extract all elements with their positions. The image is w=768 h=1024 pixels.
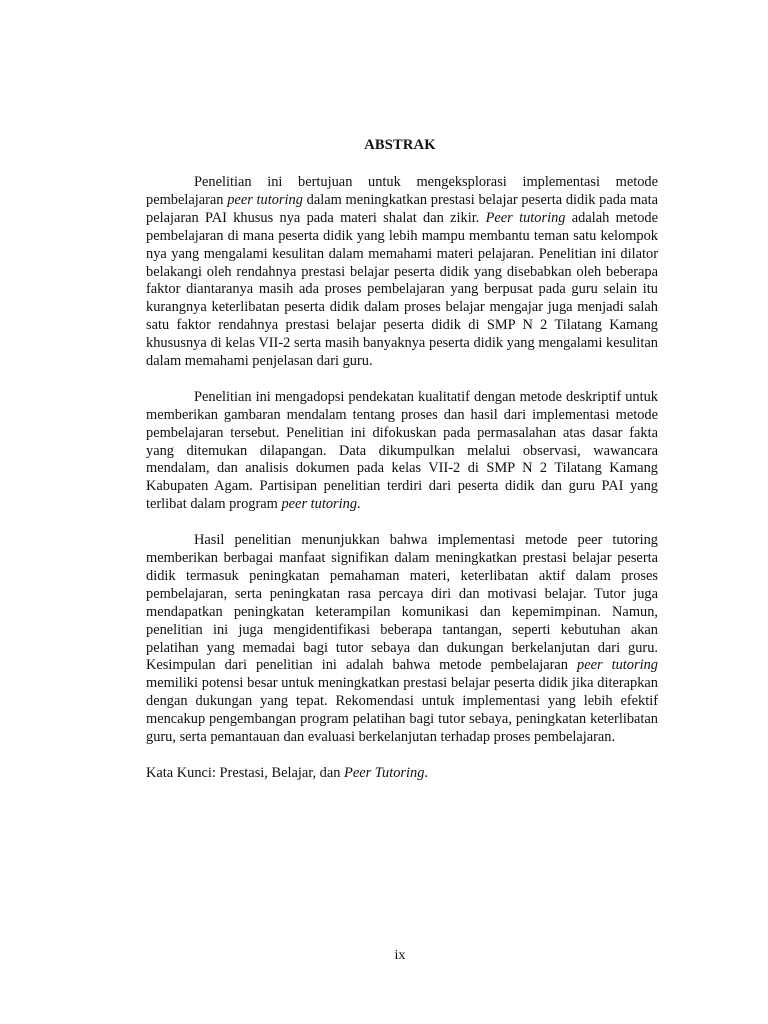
abstract-title: ABSTRAK xyxy=(364,137,436,153)
paragraph-1-italic-1: peer tutoring xyxy=(227,191,303,208)
paragraph-3-text-2: memiliki potensi besar untuk meningkatkan prestasi belajar peserta didik jika diterapkan dengan dukungan yang tepat. Rekomendasi untuk implementasi yang lebih efektif mencakup pengembangan program pelatihan bagi tutor sebaya, peningkatan keterlibatan guru, serta pemantauan dan evaluasi berkelanjutan terhadap proses pembelajaran. xyxy=(146,675,658,746)
paragraph-2-text-2: . xyxy=(357,496,361,513)
abstract-paragraph-2 xyxy=(146,389,658,514)
paragraph-1-text-2: dalam meningkatkan prestasi belajar peserta didik pada mata pelajaran PAI khusus nya pada materi shalat dan zikir. xyxy=(146,191,658,226)
paragraph-1-italic-2: Peer tutoring xyxy=(485,209,566,226)
paragraph-3-italic-1: peer tutoring xyxy=(577,657,658,674)
keywords-line xyxy=(146,765,658,783)
keywords-text-1: Kata Kunci: Prestasi, Belajar, dan xyxy=(146,764,345,781)
paragraph-1-text-3: adalah metode pembelajaran di mana peserta didik yang lebih mampu membantu teman satu kelompok nya yang mengalami kesulitan dalam memahami materi pelajaran. Penelitian ini dilator belakangi oleh rendahnya prestasi belajar peserta didik yang disebabkan oleh beberapa faktor diantaranya masih ada proses pembelajaran yang berpusat pada guru selain itu kurangnya keterlibatan peserta didik dalam proses belajar mengajar juga menjadi salah satu faktor rendahnya prestasi belajar peserta didik di SMP N 2 Tilatang Kamang khususnya di kelas VII-2 serta masih banyaknya peserta didik yang mengalami kesulitan dalam memahami penjelasan dari guru. xyxy=(146,209,658,370)
abstract-paragraph-1 xyxy=(146,174,658,371)
abstract-paragraph-3 xyxy=(146,532,658,747)
abstract-body xyxy=(146,174,658,801)
paragraph-2-text-1: Penelitian ini mengadopsi pendekatan kualitatif dengan metode deskriptif untuk memberikan gambaran mendalam tentang proses dan hasil dari implementasi metode pembelajaran tersebut. Penelitian ini difokuskan pada permasalahan atas dasar fakta yang ditemukan dilapangan. Data dikumpulkan melalui observasi, wawancara mendalam, dan analisis dokumen pada kelas VII-2 di SMP N 2 Tilatang Kamang Kabupaten Agam. Partisipan penelitian terdiri dari peserta didik dan guru PAI yang terlibat dalam program xyxy=(146,388,658,513)
keywords-italic-1: Peer Tutoring xyxy=(344,764,425,781)
keywords-text-2: . xyxy=(424,764,429,781)
paragraph-1-text-1: Penelitian ini bertujuan untuk mengeksplorasi implementasi metode pembelajaran xyxy=(146,174,658,208)
paragraph-2-italic-1: peer tutoring xyxy=(281,496,358,513)
paragraph-3-text-1: Hasil penelitian menunjukkan bahwa implementasi metode peer tutoring memberikan berbagai manfaat signifikan dalam meningkatkan prestasi belajar peserta didik termasuk peningkatan pemahaman materi, keterlibatan aktif dalam proses pembelajaran, serta peningkatan rasa percaya diri dan motivasi belajar. Tutor juga mendapatkan peningkatan keterampilan komunikasi dan kepemimpinan. Namun, penelitian ini juga mengidentifikasi beberapa tantangan, seperti kebutuhan akan pelatihan yang memadai bagi tutor sebaya dan dukungan berkelanjutan dari guru. Kesimpulan dari penelitian ini adalah bahwa metode pembelajaran xyxy=(146,532,658,674)
page-number: ix xyxy=(394,948,406,963)
